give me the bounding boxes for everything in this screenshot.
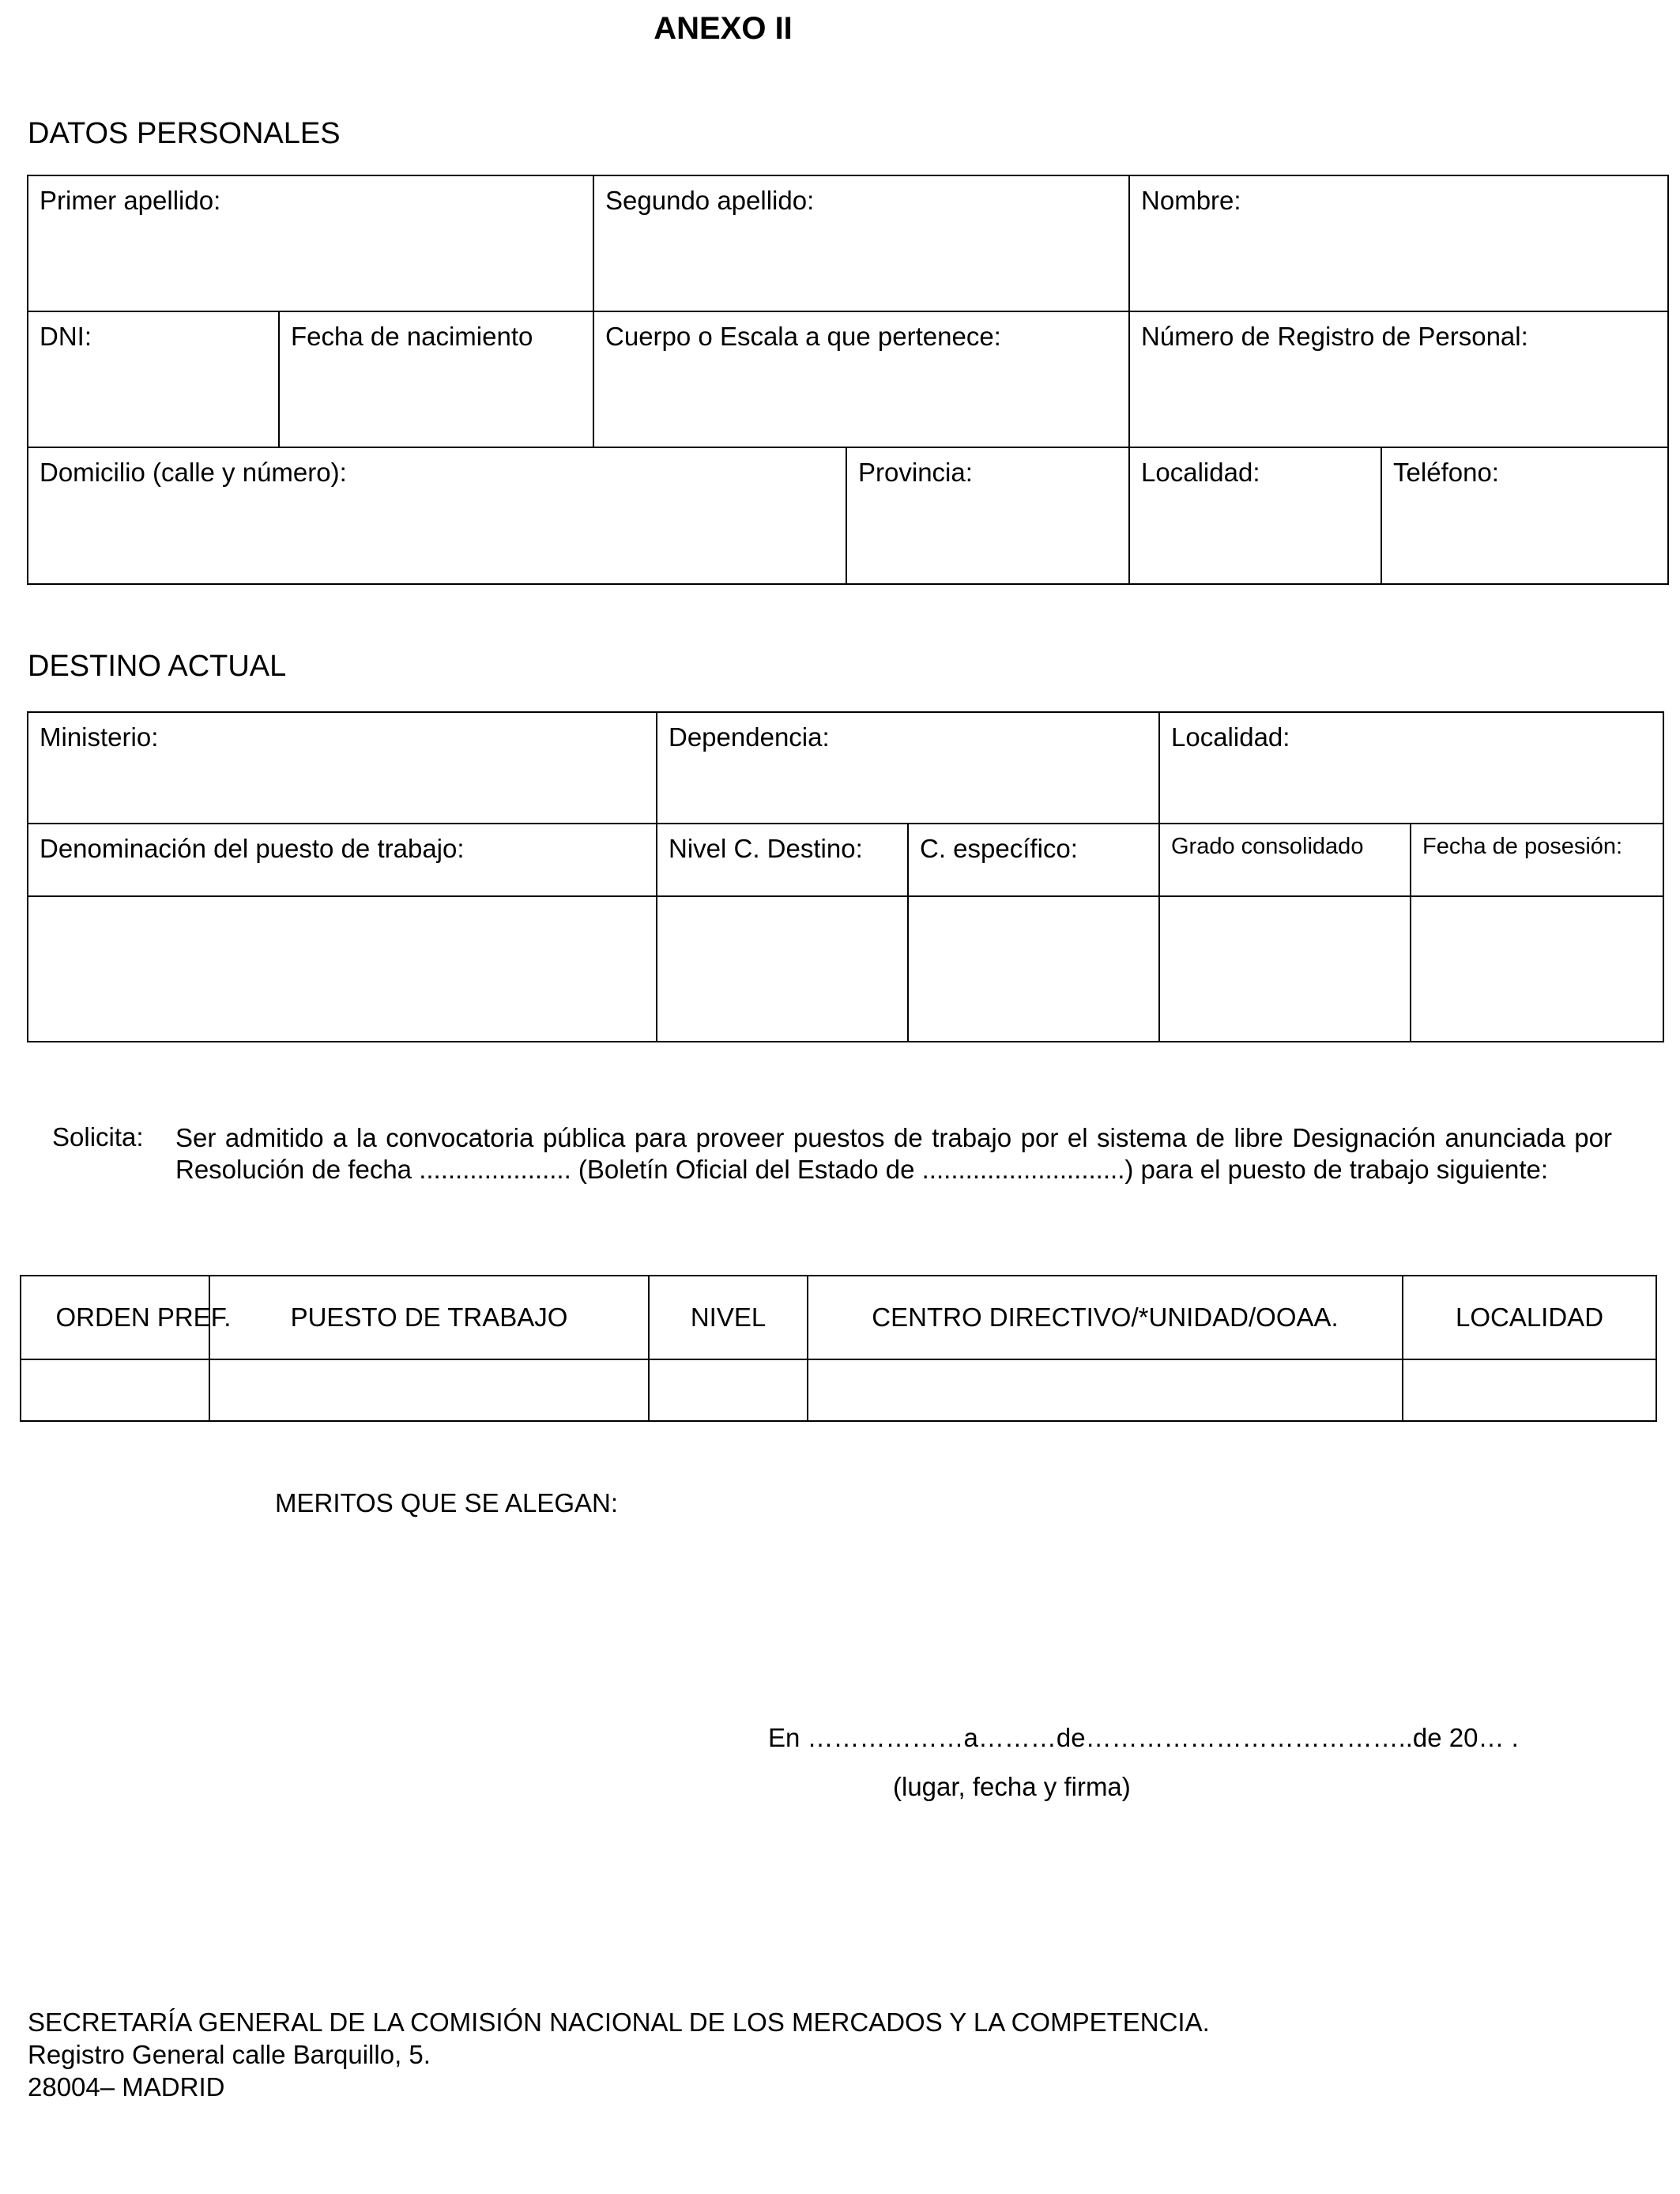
orden-pref-input[interactable]: [21, 1359, 209, 1421]
section-heading-datos-personales: DATOS PERSONALES: [28, 117, 341, 150]
localidad-header: [1403, 1276, 1656, 1359]
solicita-text: Ser admitido a la convocatoria pública para proveer puestos de trabajo por el sistema de libre Designación anunciada por Resolución de fecha ..................... (Boletín Oficial del Estado de ............................) para el puesto de trabajo siguiente:: [175, 1123, 1612, 1184]
orden-pref-header: [21, 1276, 232, 1359]
field-label: Localidad:: [1171, 722, 1290, 752]
puestos-solicitados-table: [20, 1275, 1657, 1422]
field-label: Dependencia:: [669, 722, 830, 752]
firma-caption: (lugar, fecha y firma): [893, 1772, 1131, 1801]
field-label: C. específico:: [920, 834, 1078, 863]
denominacion-puesto-input[interactable]: [28, 896, 657, 1042]
section-heading-destino-actual: DESTINO ACTUAL: [28, 650, 287, 683]
nivel-input[interactable]: [649, 1359, 808, 1421]
column-header: ORDEN PREF.: [55, 1302, 232, 1332]
datos-personales-table: [27, 175, 1669, 585]
puesto-trabajo-header: [209, 1276, 649, 1359]
column-header: PUESTO DE TRABAJO: [290, 1302, 568, 1332]
denominacion-puesto-label: [28, 824, 657, 896]
field-label: Ministerio:: [40, 722, 159, 752]
nivel-destino-label: [657, 824, 908, 896]
centro-directivo-header: [808, 1276, 1403, 1359]
field-label: Número de Registro de Personal:: [1141, 322, 1528, 351]
page-title: ANEXO II: [654, 11, 793, 46]
solicita-label: Solicita:: [52, 1122, 144, 1152]
localidad-input[interactable]: [1403, 1359, 1656, 1421]
field-label: DNI:: [40, 322, 92, 351]
field-label: Fecha de posesión:: [1422, 834, 1623, 859]
provincia-field[interactable]: [846, 447, 1129, 584]
footer-line-ciudad: 28004– MADRID: [28, 2072, 225, 2102]
ministerio-field[interactable]: [28, 712, 657, 824]
field-label: Fecha de nacimiento: [291, 322, 533, 351]
domicilio-field[interactable]: [28, 447, 846, 584]
footer-line-organismo: SECRETARÍA GENERAL DE LA COMISIÓN NACIONAL DE LOS MERCADOS Y LA COMPETENCIA.: [28, 2007, 1210, 2037]
nivel-destino-input[interactable]: [657, 896, 908, 1042]
numero-registro-personal-field[interactable]: [1129, 311, 1668, 447]
field-label: Provincia:: [858, 458, 973, 487]
field-label: Cuerpo o Escala a que pertenece:: [605, 322, 1001, 351]
localidad-field[interactable]: [1129, 447, 1381, 584]
field-label: Grado consolidado: [1171, 834, 1364, 859]
footer-address: [28, 2006, 1210, 2103]
puesto-trabajo-input[interactable]: [209, 1359, 649, 1421]
nivel-header: [649, 1276, 808, 1359]
footer-line-registro: Registro General calle Barquillo, 5.: [28, 2040, 431, 2069]
complemento-especifico-label: [908, 824, 1159, 896]
field-label: Nombre:: [1141, 186, 1241, 215]
fecha-posesion-label: [1411, 824, 1663, 896]
column-header: LOCALIDAD: [1455, 1302, 1604, 1332]
segundo-apellido-field[interactable]: [593, 175, 1129, 311]
grado-consolidado-input[interactable]: [1159, 896, 1411, 1042]
field-label: Denominación del puesto de trabajo:: [40, 834, 465, 863]
fecha-nacimiento-field[interactable]: [279, 311, 593, 447]
fecha-posesion-input[interactable]: [1411, 896, 1663, 1042]
meritos-label: MERITOS QUE SE ALEGAN:: [275, 1488, 619, 1517]
nombre-field[interactable]: [1129, 175, 1668, 311]
centro-directivo-input[interactable]: [808, 1359, 1403, 1421]
field-label: Domicilio (calle y número):: [40, 458, 347, 487]
field-label: Segundo apellido:: [605, 186, 815, 215]
column-header: CENTRO DIRECTIVO/*UNIDAD/OOAA.: [872, 1302, 1339, 1332]
field-label: Localidad:: [1141, 458, 1260, 487]
telefono-field[interactable]: [1381, 447, 1668, 584]
destino-actual-table: [27, 711, 1664, 1042]
localidad-destino-field[interactable]: [1159, 712, 1663, 824]
field-label: Nivel C. Destino:: [669, 834, 863, 863]
lugar-fecha-line[interactable]: En ………………a………de………………………………..de 20… .: [768, 1723, 1519, 1752]
cuerpo-escala-field[interactable]: [593, 311, 1129, 447]
grado-consolidado-label: [1159, 824, 1411, 896]
field-label: Teléfono:: [1393, 458, 1499, 487]
field-label: Primer apellido:: [40, 186, 221, 215]
complemento-especifico-input[interactable]: [908, 896, 1159, 1042]
dependencia-field[interactable]: [657, 712, 1159, 824]
dni-field[interactable]: [28, 311, 279, 447]
primer-apellido-field[interactable]: [28, 175, 593, 311]
column-header: NIVEL: [690, 1302, 767, 1332]
